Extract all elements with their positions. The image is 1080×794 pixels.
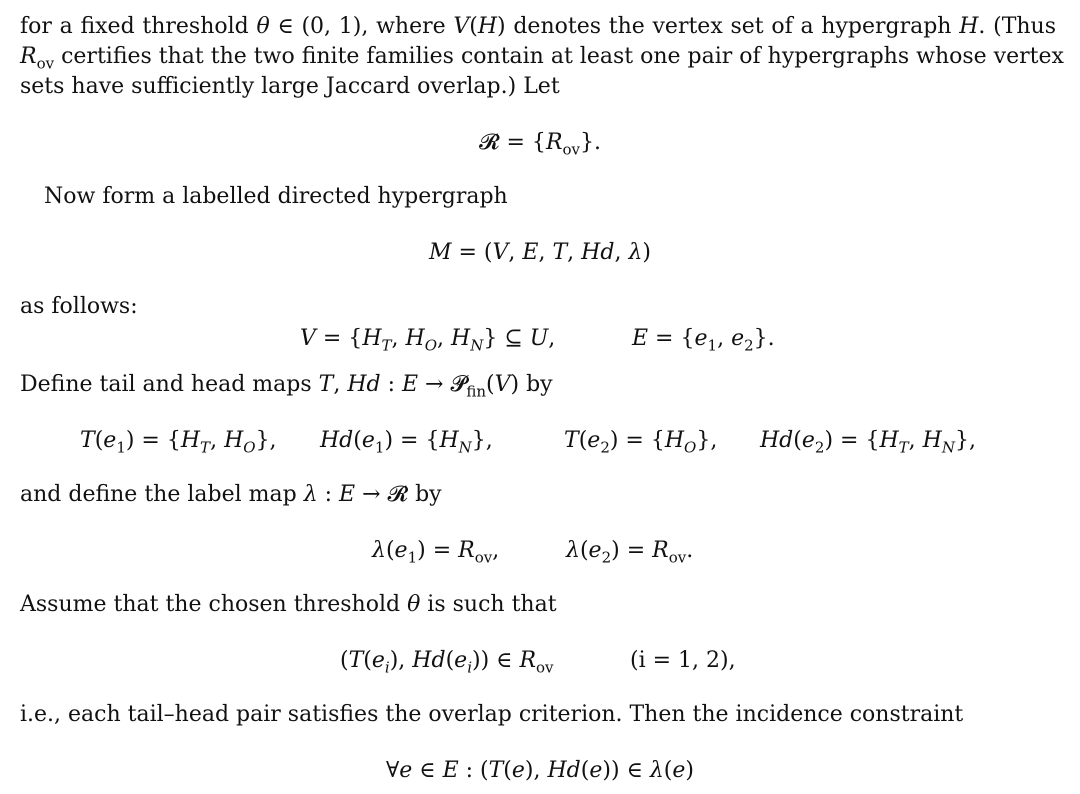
equation-T-e2: $T(e_2) = \{H_O\}$, <box>564 428 718 457</box>
equation-incidence-constraint: ∀e ∈ E : (T(e), Hd(e)) ∈ λ(e) <box>385 758 695 783</box>
paragraph-as-follows <box>20 292 138 322</box>
text-run: $R_{ov}$ certifies that the two finite families contain at least one pair of hypergraphs whose vertex <box>20 44 1064 73</box>
text-run: as follows: <box>20 294 138 319</box>
equation-index-range <box>630 646 736 676</box>
text-run: sets have sufficiently large Jaccard overlap.) Let <box>20 74 560 99</box>
paragraph-form-hypergraph <box>44 182 508 212</box>
equation-T-e1: $T(e_1) = \{H_T$, $H_O$}, <box>80 428 277 457</box>
text-run: for a fixed threshold θ ∈ (0, 1), where V(H) denotes the vertex set of a hypergraph H. (Thus <box>20 14 1056 39</box>
equation-pair-in-Rov: ($T(e_i)$, $Hd(e_i)$) ∈ $R_{ov}$ <box>340 648 554 677</box>
equation-V-def: $V = \{H_T$, $H_O$, $H_N$} ⊆ U, <box>300 326 556 355</box>
equation-Hd-e1: $Hd(e_1) = \{H_N\}$, <box>320 428 493 457</box>
paragraph-define-label: and define the label map λ : E → 𝓡 by <box>20 482 442 507</box>
equation-lambda-e1: $\lambda(e_1) = R_{ov}$, <box>372 538 500 567</box>
equation-M-def: M = (V, E, T, Hd, λ) <box>428 240 651 265</box>
text-run: i.e., each tail–head pair satisfies the overlap criterion. Then the incidence constraint <box>20 702 964 727</box>
equation-E-def: $E = \{e_1$, $e_2$}. <box>632 326 775 355</box>
paragraph-assume: Assume that the chosen threshold θ is such that <box>20 592 557 617</box>
paragraph-line-1 <box>20 12 1056 42</box>
equation-Hd-e2: $Hd(e_2) = \{H_T$, $H_N$}, <box>760 428 976 457</box>
paragraph-ie <box>20 700 963 730</box>
paragraph-line-3 <box>20 72 560 102</box>
text-run: (i = 1, 2), <box>630 648 736 673</box>
equation-R-set: 𝓡 = $\{R_{ov}\}$. <box>478 130 602 159</box>
equation-lambda-e2: $\lambda(e_2) = R_{ov}$. <box>566 538 694 567</box>
paragraph-define-maps: Define tail and head maps T, Hd : E → 𝓟$_{fin}$(V) by <box>20 372 553 401</box>
text-run: Now form a labelled directed hypergraph <box>44 184 508 209</box>
